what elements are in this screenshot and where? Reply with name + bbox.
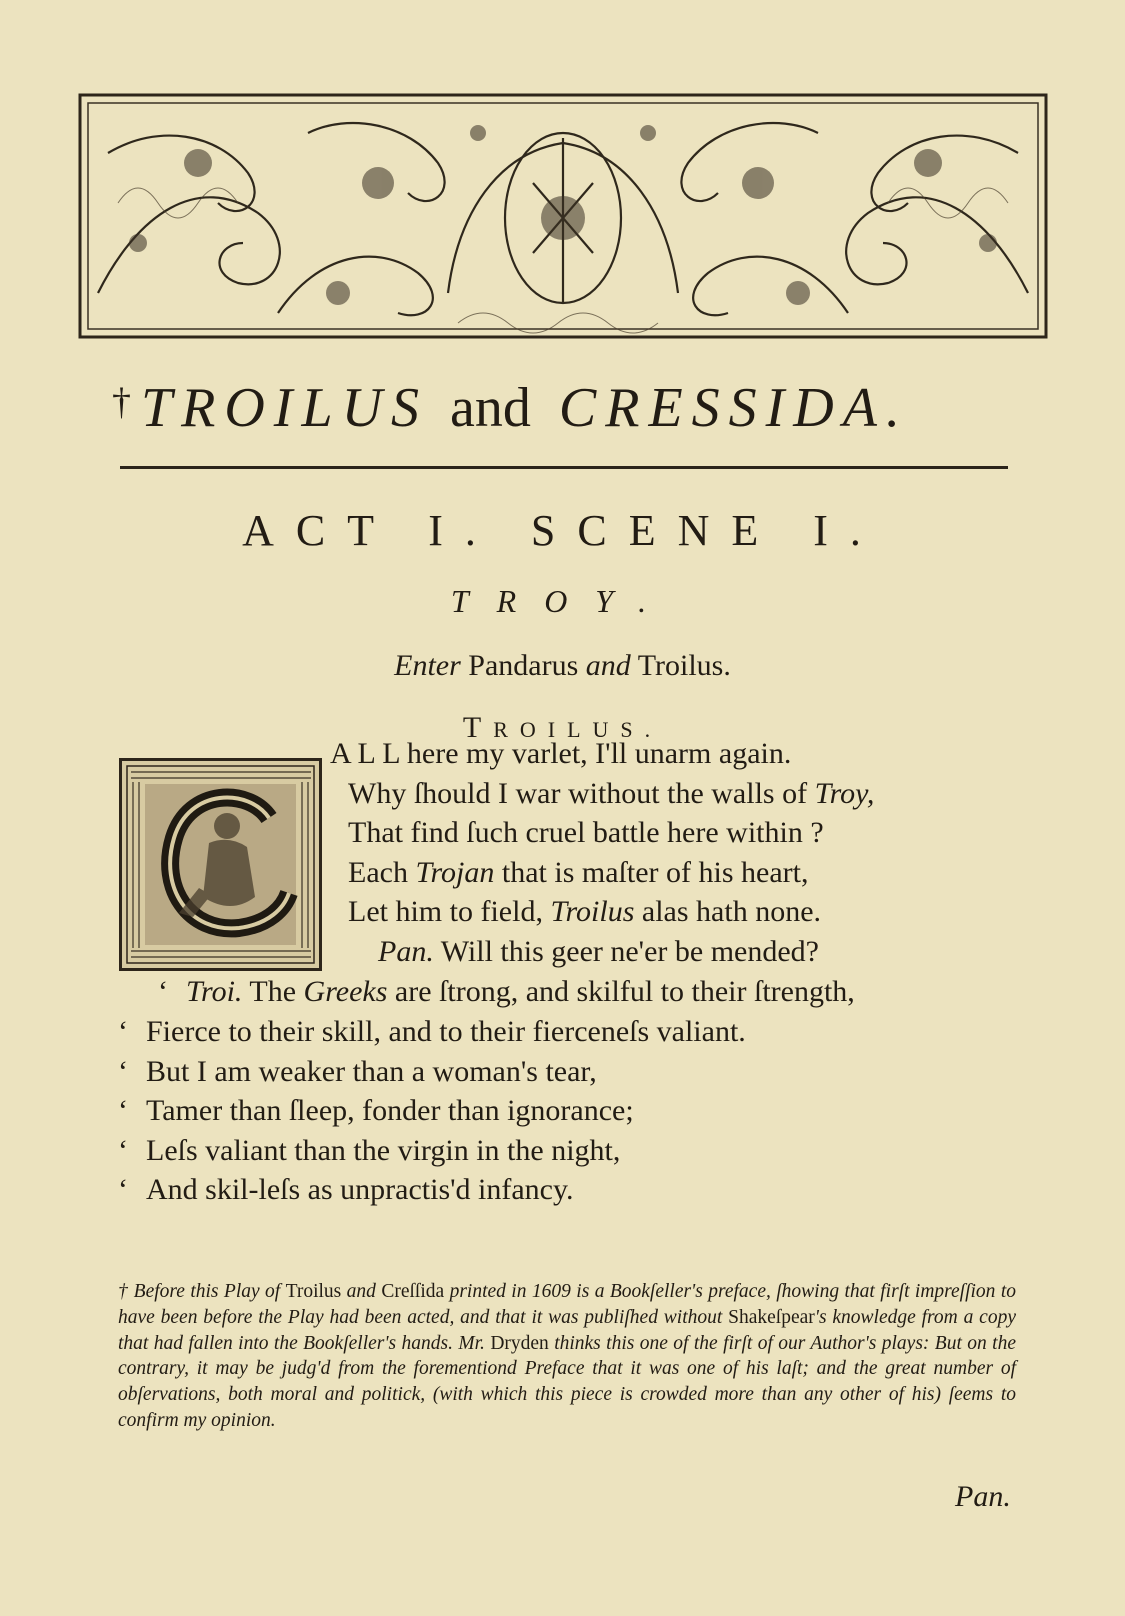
verse-line-7-quote: ‘	[158, 975, 168, 1008]
verse-line-12-text: And skil-leſs as unpractis'd infancy.	[146, 1173, 574, 1206]
verse-line-9-text: But I am weaker than a woman's tear,	[146, 1055, 597, 1088]
verse-line-2	[348, 779, 874, 809]
verse-line-12-quote: ‘	[118, 1173, 128, 1206]
verse-line-6	[378, 937, 819, 967]
footnote-troilus: Troilus	[285, 1281, 342, 1302]
verse-line-11-quote: ‘	[118, 1134, 128, 1167]
act-scene-heading: ACT I. SCENE I.	[242, 506, 883, 555]
verse-line-5	[348, 897, 821, 927]
verse-line-12	[118, 1175, 574, 1205]
decorated-initial-c	[119, 758, 322, 971]
verse-line-7-speaker: Troi.	[186, 975, 243, 1008]
footnote-dryden: Dryden	[490, 1332, 549, 1354]
verse-line-5-c: alas hath none.	[634, 895, 822, 928]
verse-line-7	[158, 977, 855, 1007]
verse-line-7-greeks: Greeks	[303, 975, 388, 1008]
verse-line-10	[118, 1096, 634, 1126]
verse-line-4	[348, 858, 808, 888]
verse-line-3: That find ſuch cruel battle here within ?	[348, 816, 824, 849]
footnote	[118, 1279, 1016, 1434]
footnote-cressida: Creſſida	[381, 1281, 445, 1302]
footnote-shakespear: Shakeſpear	[728, 1306, 815, 1328]
speaker-initial: T	[462, 711, 494, 744]
stage-enter: Enter	[394, 649, 461, 682]
ornamental-headpiece	[78, 93, 1048, 339]
verse-line-8-quote: ‘	[118, 1015, 128, 1048]
verse-line-6-speaker: Pan.	[378, 935, 434, 968]
verse-line-1: A L L here my varlet, I'll unarm again.	[330, 737, 792, 770]
verse-line-6-text: Will this geer ne'er be mended?	[433, 935, 819, 968]
footnote-part-1: † Before this Play of	[118, 1281, 286, 1302]
verse-line-4-a: Each	[348, 856, 416, 889]
stage-name-pandarus: Pandarus	[468, 649, 579, 682]
verse-line-7-b: The	[242, 975, 304, 1008]
verse-line-9-quote: ‘	[118, 1055, 128, 1088]
verse-line-10-quote: ‘	[118, 1094, 128, 1127]
footnote-part-5: printed in 1609 is a Bookſeller's preface, ſhowing that firſt impreſſion to have been before the Play had been acted, and that it was publiſhed without	[118, 1281, 1016, 1328]
verse-line-9	[118, 1057, 597, 1087]
verse-line-8-text: Fierce to their skill, and to their fierceneſs valiant.	[146, 1015, 746, 1048]
verse-line-5-troilus: Troilus	[550, 895, 635, 928]
footnote-part-7: 's knowledge from a copy that had fallen into the Bookſeller's hands. Mr.	[118, 1306, 1016, 1354]
verse-line-2-text: Why ſhould I war without the walls of	[348, 777, 815, 810]
stage-and: and	[585, 649, 631, 682]
title-dagger: †	[112, 381, 131, 423]
stage-direction	[0, 649, 1125, 683]
verse-line-2-troy: Troy,	[814, 777, 875, 810]
verse-line-11	[118, 1136, 620, 1166]
speaker-rest: ROILUS.	[493, 717, 663, 742]
verse-line-7-d: are ſtrong, and skilful to their ſtrength,	[387, 975, 855, 1008]
title-connector: and	[450, 377, 531, 439]
stage-name-troilus: Troilus.	[637, 649, 731, 682]
footnote-part-3: and	[341, 1281, 382, 1302]
title-part1: TROILUS	[141, 377, 429, 439]
verse-line-10-text: Tamer than ſleep, fonder than ignorance;	[146, 1094, 634, 1127]
play-title	[112, 376, 1022, 440]
footnote-part-9: thinks this one of the firſt of our Author's plays: But on the contrary, it may be judg'd from the forementiond Preface that it was one of his laſt; and the great number of obſervations, both moral and politick, (with which this piece is crowded more than any other of his) ſeems to confirm my opinion.	[118, 1332, 1016, 1431]
catchword: Pan.	[955, 1480, 1011, 1513]
verse-line-4-c: that is maſter of his heart,	[494, 856, 809, 889]
verse-line-4-trojan: Trojan	[415, 856, 495, 889]
verse-line-11-text: Leſs valiant than the virgin in the night,	[146, 1134, 621, 1167]
title-rule	[120, 466, 1008, 469]
verse-line-8	[118, 1017, 746, 1047]
scene-location: TROY.	[450, 583, 675, 619]
title-part2: CRESSIDA.	[558, 377, 909, 439]
verse-line-5-a: Let him to field,	[348, 895, 551, 928]
